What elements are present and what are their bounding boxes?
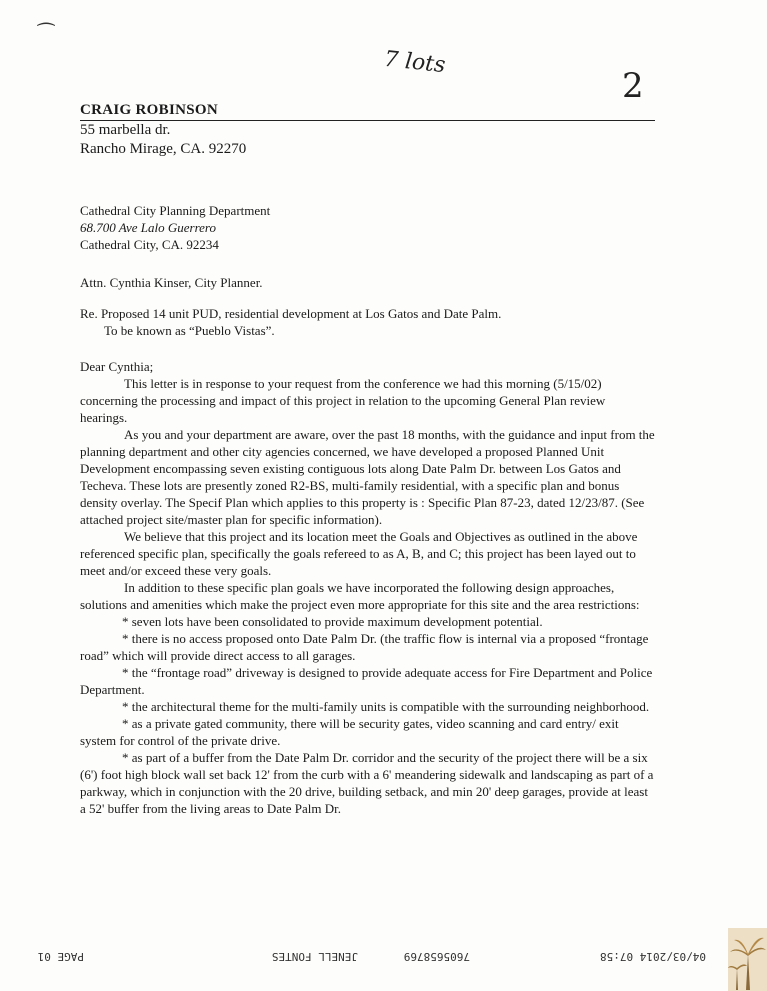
- body-paragraph: As you and your department are aware, over the past 18 months, with the guidance and input from the planning department and other city agencies concerned, we have developed a proposed Planned Unit Development encompassing seven existing contiguous lots along Date Palm Dr. between Los Gatos and Techeva. These lots are presently zoned R2-BS, multi-family residential, with a specific plan and bonus density overlay. The Specif Plan which applies to this property is : Specific Plan 87-23, dated 12/23/87. (See attached project site/master plan for specific information).: [80, 427, 655, 527]
- bullet-item: * seven lots have been consolidated to provide maximum development potential.: [122, 614, 543, 629]
- fax-sender-name: JENELL FONTES: [271, 950, 358, 963]
- bullet-item: * as a private gated community, there will be security gates, video scanning and card entry/ exit system for control of the private drive.: [80, 716, 619, 748]
- fax-page-number: PAGE 01: [37, 950, 84, 963]
- body-paragraph: We believe that this project and its location meet the Goals and Objectives as outlined in the above referenced specific plan, specifically the goals refereed to as A, B, and C; this project has been layed out to meet and/or exceed these very goals.: [80, 529, 638, 578]
- corner-scribble: ⁀: [38, 24, 55, 46]
- handwritten-lots-note: 7 lots: [382, 46, 447, 79]
- subject-line-2: To be known as “Pueblo Vistas”.: [104, 323, 275, 339]
- salutation: Dear Cynthia;: [80, 359, 154, 374]
- bullet-item: * the “frontage road” driveway is designed to provide adequate access for Fire Department and Police Department.: [80, 665, 653, 697]
- attention-line: Attn. Cynthia Kinser, City Planner.: [80, 275, 263, 290]
- fax-date-time: 04/03/2014 07:58: [600, 950, 706, 963]
- recipient-address: [80, 202, 270, 254]
- bullet-item: * the architectural theme for the multi-family units is compatible with the surrounding neighborhood.: [122, 699, 650, 714]
- sender-city: Rancho Mirage, CA. 92270: [80, 141, 247, 157]
- sender-name: CRAIG ROBINSON: [80, 102, 218, 118]
- subject-line-1: Re. Proposed 14 unit PUD, residential development at Los Gatos and Date Palm.: [80, 306, 502, 321]
- palm-tree-icon: [728, 928, 767, 991]
- handwritten-page-mark: 2: [622, 66, 644, 106]
- body-paragraph: This letter is in response to your request from the conference we had this morning (5/15/02) concerning the processing and impact of this project in relation to the upcoming General Plan review hearings.: [80, 376, 606, 425]
- subject-line: [80, 305, 501, 339]
- recipient-street: 68.700 Ave Lalo Guerrero: [80, 220, 217, 236]
- fax-phone: 7605658769: [403, 950, 470, 963]
- sender-street: 55 marbella dr.: [80, 122, 171, 138]
- letter-body: [80, 375, 655, 817]
- recipient-city: Cathedral City, CA. 92234: [80, 237, 219, 253]
- palm-tree-logo: [728, 928, 767, 991]
- recipient-org: Cathedral City Planning Department: [80, 203, 271, 218]
- letterhead: [80, 102, 655, 159]
- bullet-item: * there is no access proposed onto Date Palm Dr. (the traffic flow is internal via a proposed “frontage road” which will provide direct access to all garages.: [80, 631, 649, 663]
- bullet-item: * as part of a buffer from the Date Palm Dr. corridor and the security of the project there will be a six (6') foot high block wall set back 12' from the curb with a 6' meandering sidewalk and landscaping as part of a parkway, which in conjunction with the 20 drive, building setback, and min 20' deep garages, provide at least a 52' buffer from the living areas to Date Palm Dr.: [80, 750, 654, 816]
- body-paragraph: In addition to these specific plan goals we have incorporated the following design approaches, solutions and amenities which make the project even more appropriate for this site and the area restrictions:: [80, 580, 640, 612]
- fax-header-strip: [0, 945, 720, 965]
